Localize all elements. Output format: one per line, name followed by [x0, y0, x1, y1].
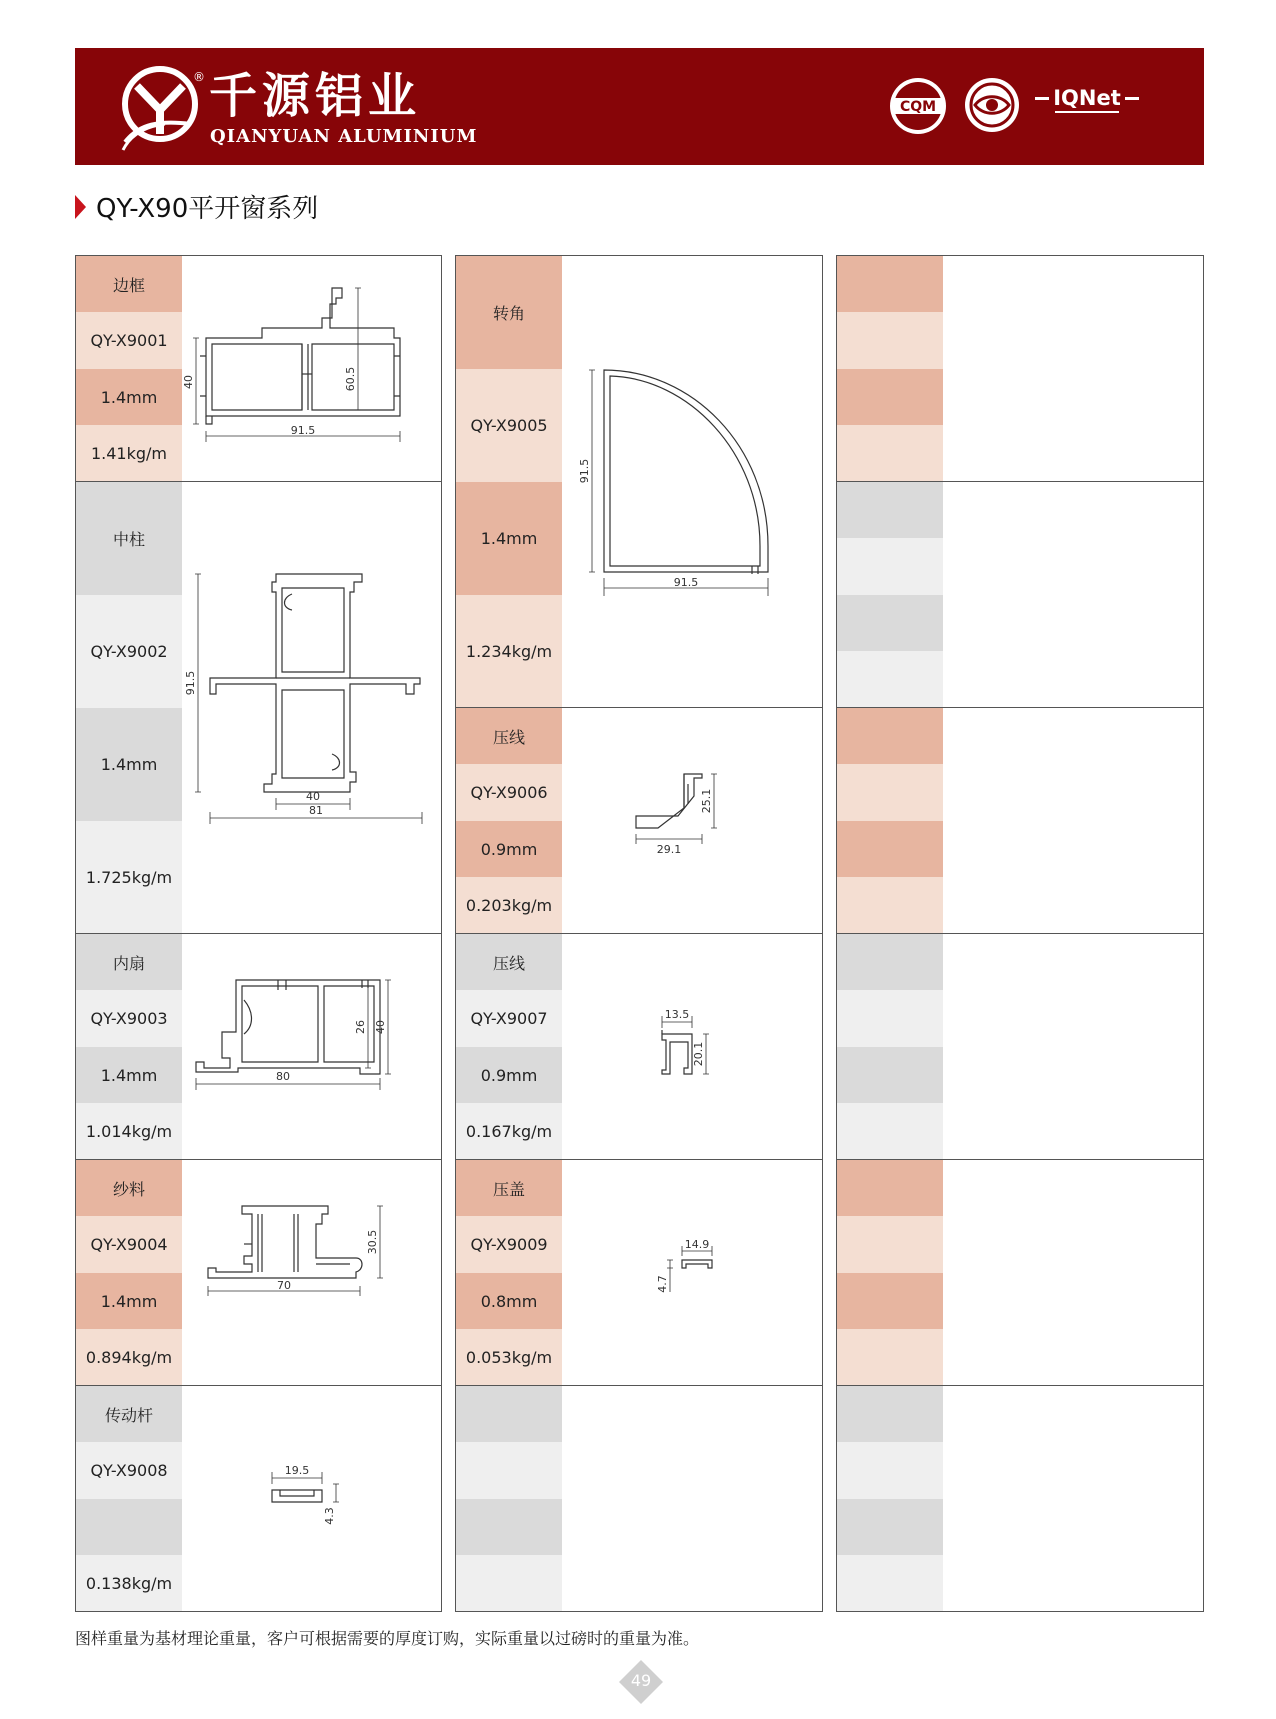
profile-name: 压线: [456, 708, 562, 764]
profile-weight: 1.014kg/m: [76, 1103, 182, 1159]
dim-label: 4.7: [656, 1275, 669, 1293]
cqm-certification-logo-icon: [888, 76, 948, 136]
profile-name: 压盖: [456, 1160, 562, 1216]
page-header: [75, 48, 1204, 165]
page-number-badge: [617, 1658, 665, 1706]
profile-thickness: 0.9mm: [456, 1047, 562, 1103]
series-title: [75, 188, 318, 225]
profile-thickness: 1.4mm: [76, 708, 182, 821]
profile-code: QY-X9003: [76, 990, 182, 1047]
profile-weight: 0.053kg/m: [456, 1329, 562, 1385]
empty-cell: [456, 1499, 562, 1555]
empty-cell: [837, 1386, 943, 1442]
empty-cell: [837, 990, 943, 1047]
profile-weight: 0.167kg/m: [456, 1103, 562, 1159]
profile-weight: 0.203kg/m: [456, 877, 562, 933]
empty-cell: [837, 482, 943, 538]
profile-column-2: [455, 255, 823, 1612]
dim-label: 29.1: [656, 843, 682, 856]
profile-weight: 1.41kg/m: [76, 425, 182, 481]
empty-cell: [837, 1047, 943, 1103]
profile-name: 压线: [456, 934, 562, 990]
dim-label: 80: [276, 1070, 290, 1083]
profile-column-3: [836, 255, 1204, 1612]
profile-thickness: 0.9mm: [456, 821, 562, 877]
profile-code: QY-X9004: [76, 1216, 182, 1273]
profile-thickness: 1.4mm: [76, 1273, 182, 1329]
profile-code: QY-X9007: [456, 990, 562, 1047]
empty-cell: [837, 934, 943, 990]
profile-drawing-x9005: [562, 256, 822, 707]
profile-name: 转角: [456, 256, 562, 369]
page-number: 49: [630, 1671, 652, 1690]
dim-label: 19.5: [284, 1464, 310, 1477]
profile-thickness: 1.4mm: [76, 1047, 182, 1103]
profile-name: 边框: [76, 256, 182, 312]
footer-note: 图样重量为基材理论重量，客户可根据需要的厚度订购，实际重量以过磅时的重量为准。: [75, 1629, 700, 1648]
empty-cell: [837, 1273, 943, 1329]
dim-label: 20.1: [692, 1041, 705, 1067]
empty-cell: [837, 1329, 943, 1385]
profile-drawing-x9006: [562, 708, 822, 933]
empty-cell: [837, 369, 943, 425]
brand-logo-icon: [119, 64, 201, 152]
empty-cell: [837, 877, 943, 933]
iqnet-logo-icon: [1035, 81, 1139, 121]
empty-cell: [456, 1442, 562, 1499]
empty-cell: [837, 595, 943, 651]
profile-thickness: 1.4mm: [456, 482, 562, 595]
empty-cell: [837, 708, 943, 764]
profile-drawing-x9004: [182, 1160, 441, 1385]
empty-cell: [837, 1103, 943, 1159]
profile-code: QY-X9005: [456, 369, 562, 482]
profile-weight: 0.894kg/m: [76, 1329, 182, 1385]
empty-cell: [456, 1555, 562, 1611]
dim-label: 91.5: [578, 458, 591, 484]
profile-name: 内扇: [76, 934, 182, 990]
dim-label: 40: [306, 790, 320, 803]
profile-drawing-x9002: [182, 482, 441, 933]
empty-cell: [837, 1216, 943, 1273]
profile-drawing-x9003: [182, 934, 441, 1159]
profile-thickness: 0.8mm: [456, 1273, 562, 1329]
series-title-text: QY-X90平开窗系列: [96, 194, 319, 224]
brand-name-en: QIANYUAN ALUMINIUM: [210, 126, 478, 147]
dim-label: 40: [374, 1020, 387, 1034]
dim-label: 14.9: [684, 1238, 710, 1251]
profile-weight: 0.138kg/m: [76, 1555, 182, 1611]
profile-code: QY-X9008: [76, 1442, 182, 1499]
empty-cell: [837, 1499, 943, 1555]
profile-code: QY-X9006: [456, 764, 562, 821]
profile-weight: 1.725kg/m: [76, 821, 182, 933]
profile-thickness: 1.4mm: [76, 369, 182, 425]
title-arrow-icon: [75, 195, 86, 219]
iqnet-text: IQNet: [1053, 86, 1121, 110]
empty-cell: [837, 538, 943, 595]
profile-code: QY-X9009: [456, 1216, 562, 1273]
registered-mark: ®: [193, 70, 205, 84]
empty-cell: [837, 256, 943, 312]
dim-label: 40: [182, 375, 195, 389]
empty-cell: [837, 651, 943, 707]
profile-name: 传动杆: [76, 1386, 182, 1442]
quality-seal-icon: [963, 76, 1021, 134]
profile-weight: 1.234kg/m: [456, 595, 562, 707]
empty-cell: [456, 1386, 562, 1442]
profile-drawing-x9009: [562, 1160, 822, 1385]
empty-cell: [837, 1442, 943, 1499]
dim-label: 91.5: [673, 576, 699, 589]
dim-label: 60.5: [344, 366, 357, 392]
cqm-text: CQM: [899, 99, 937, 115]
empty-cell: [837, 312, 943, 369]
dim-label: 81: [309, 804, 323, 817]
profile-drawing-x9008: [182, 1386, 441, 1611]
profile-code: QY-X9002: [76, 595, 182, 708]
empty-cell: [837, 1555, 943, 1611]
empty-cell: [837, 1160, 943, 1216]
profile-name: 中柱: [76, 482, 182, 595]
profile-drawing-x9001: [182, 256, 441, 481]
dim-label: 25.1: [700, 788, 713, 814]
profile-name: 纱料: [76, 1160, 182, 1216]
dim-label: 70: [277, 1279, 291, 1292]
empty-cell: [837, 821, 943, 877]
dim-label: 91.5: [184, 670, 197, 696]
brand-name-cn: 千源铝业: [209, 68, 422, 124]
dim-label: 30.5: [366, 1229, 379, 1255]
dim-label: 26: [354, 1020, 367, 1034]
dim-label: 13.5: [664, 1008, 690, 1021]
dim-label: 91.5: [290, 424, 316, 437]
profile-drawing-x9007: [562, 934, 822, 1159]
profile-thickness: [76, 1499, 182, 1555]
empty-cell: [837, 764, 943, 821]
profile-column-1: [75, 255, 442, 1612]
dim-label: 4.3: [323, 1507, 336, 1525]
empty-cell: [837, 425, 943, 481]
profile-code: QY-X9001: [76, 312, 182, 369]
